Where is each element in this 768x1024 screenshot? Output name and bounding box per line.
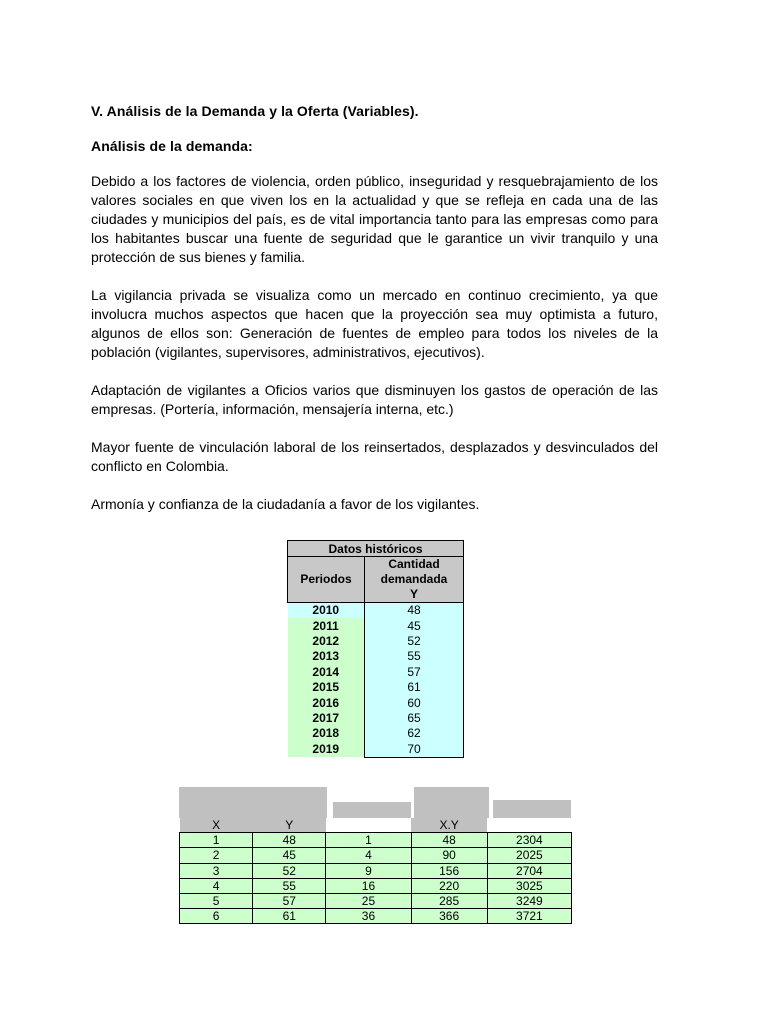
year-cell: 2013	[288, 649, 365, 664]
table-row	[180, 909, 572, 924]
cell: 61	[253, 909, 326, 924]
cell: 366	[411, 909, 487, 924]
col-header-y2	[487, 818, 571, 833]
paragraph-4: Mayor fuente de vinculación laboral de los reinsertados, desplazados y desvinculados del conflicto en Colombia.	[91, 439, 658, 474]
cell: 5	[180, 893, 253, 908]
cell: 4	[180, 878, 253, 893]
col-header-quantity-line: Y	[409, 587, 418, 601]
col-header-quantity-line: Cantidad	[388, 557, 440, 571]
value-cell: 45	[365, 618, 464, 633]
header-block	[179, 787, 327, 818]
col-header-periods: Periodos	[288, 557, 365, 603]
cell: 156	[411, 863, 487, 878]
cell: 45	[253, 848, 326, 863]
value-cell: 48	[365, 603, 464, 619]
cell: 285	[411, 893, 487, 908]
value-cell: 62	[365, 726, 464, 741]
table-row	[288, 665, 464, 680]
cell: 2304	[487, 833, 571, 848]
cell: 220	[411, 878, 487, 893]
value-cell: 57	[365, 665, 464, 680]
cell: 2025	[487, 848, 571, 863]
document-body	[91, 103, 658, 533]
header-block	[414, 787, 489, 818]
cell: 48	[253, 833, 326, 848]
value-cell: 70	[365, 742, 464, 758]
col-header-quantity	[365, 557, 464, 603]
table-row	[288, 680, 464, 695]
cell: 6	[180, 909, 253, 924]
paragraph-5: Armonía y confianza de la ciudadanía a favor de los vigilantes.	[91, 496, 480, 512]
section-heading: V. Análisis de la Demanda y la Oferta (Variables).	[91, 103, 419, 119]
year-cell: 2010	[288, 603, 365, 619]
header-block	[493, 800, 571, 818]
table-row	[288, 634, 464, 649]
cell: 3721	[487, 909, 571, 924]
table-row	[288, 742, 464, 758]
value-cell: 55	[365, 649, 464, 664]
year-cell: 2011	[288, 618, 365, 633]
year-cell: 2014	[288, 665, 365, 680]
table-row	[180, 833, 572, 848]
year-cell: 2017	[288, 711, 365, 726]
cell: 25	[326, 893, 411, 908]
table-row	[288, 726, 464, 741]
cell: 57	[253, 893, 326, 908]
col-header-x2	[326, 818, 411, 833]
cell: 16	[326, 878, 411, 893]
cell: 55	[253, 878, 326, 893]
year-cell: 2019	[288, 742, 365, 758]
value-cell: 60	[365, 695, 464, 710]
table-row	[288, 649, 464, 664]
table-row	[288, 711, 464, 726]
subsection-heading: Análisis de la demanda:	[91, 138, 253, 154]
table-row	[180, 893, 572, 908]
cell: 3025	[487, 878, 571, 893]
paragraph-2: La vigilancia privada se visualiza como un mercado en continuo crecimiento, ya que involucra muchos aspectos que hacen que la proyección sea muy optimista a futuro, algunos de ellos son: Generación de fuentes de empleo para todos los niveles de la población (vigilantes, supervisores, administrativos, ejecutivos).	[91, 287, 658, 360]
table-row	[180, 848, 572, 863]
col-header-quantity-line: demandada	[380, 572, 448, 586]
table-row	[288, 603, 464, 619]
historical-data-table	[287, 540, 464, 758]
cell: 90	[411, 848, 487, 863]
year-cell: 2018	[288, 726, 365, 741]
col-header-y: Y	[253, 818, 326, 833]
cell: 2704	[487, 863, 571, 878]
cell: 36	[326, 909, 411, 924]
col-header-xy: X.Y	[411, 818, 487, 833]
year-cell: 2015	[288, 680, 365, 695]
table-row	[180, 863, 572, 878]
value-cell: 61	[365, 680, 464, 695]
table-row	[288, 618, 464, 633]
cell: 1	[326, 833, 411, 848]
paragraph-1: Debido a los factores de violencia, orden público, inseguridad y resquebrajamiento de los valores sociales en que viven los en la actualidad y que se refleja en cada una de las ciudades y municipios del país, es de vital importancia tanto para las empresas como para los habitantes buscar una fuente de seguridad que le garantice un vivir tranquilo y una protección de sus bienes y familia.	[91, 173, 658, 265]
table-title: Datos históricos	[288, 541, 464, 557]
cell: 9	[326, 863, 411, 878]
paragraph-3: Adaptación de vigilantes a Oficios varios que disminuyen los gastos de operación de las empresas. (Portería, información, mensajería interna, etc.)	[91, 382, 658, 417]
value-cell: 52	[365, 634, 464, 649]
cell: 48	[411, 833, 487, 848]
cell: 3249	[487, 893, 571, 908]
year-cell: 2016	[288, 695, 365, 710]
value-cell: 65	[365, 711, 464, 726]
cell: 4	[326, 848, 411, 863]
cell: 1	[180, 833, 253, 848]
year-cell: 2012	[288, 634, 365, 649]
cell: 2	[180, 848, 253, 863]
table-row	[180, 878, 572, 893]
table-row	[288, 695, 464, 710]
regression-table	[179, 818, 572, 924]
col-header-x: X	[180, 818, 253, 833]
cell: 3	[180, 863, 253, 878]
cell: 52	[253, 863, 326, 878]
header-block	[333, 802, 411, 818]
